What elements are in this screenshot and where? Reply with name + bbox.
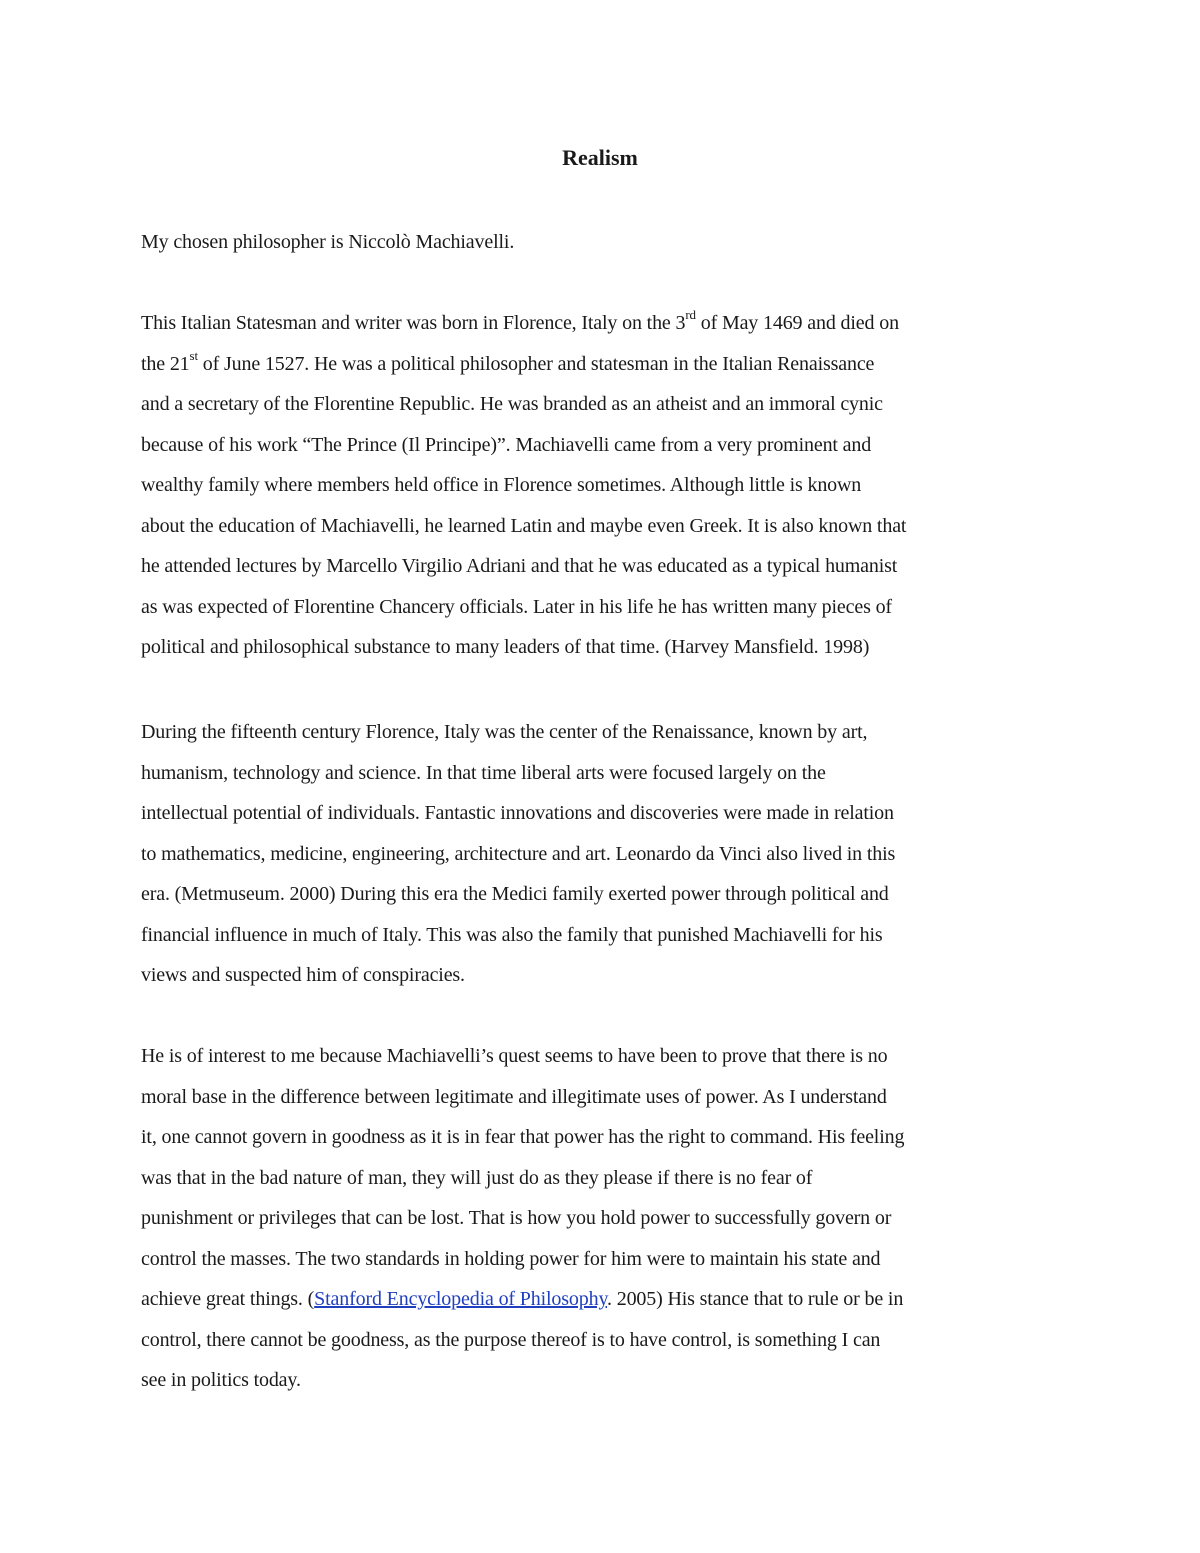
interest-line-7-text-a: achieve great things. ( xyxy=(141,1288,315,1310)
bio-line-9: political and philosophical substance to many leaders of that time. (Harvey Mansfield. 1998) xyxy=(141,636,870,658)
stanford-encyclopedia-link[interactable]: Stanford Encyclopedia of Philosophy xyxy=(314,1288,608,1310)
bio-line-6: about the education of Machiavelli, he learned Latin and maybe even Greek. It is also known that xyxy=(141,514,907,537)
era-line: During the fifteenth century Florence, Italy was the center of the Renaissance, known by art, xyxy=(141,721,868,743)
era-line: financial influence in much of Italy. This was also the family that punished Machiavelli for his xyxy=(141,923,883,946)
interest-line-9: see in politics today. xyxy=(141,1369,301,1391)
era-line: humanism, technology and science. In that time liberal arts were focused largely on the xyxy=(141,761,826,784)
document-title: Realism xyxy=(562,145,638,170)
interest-line-7 xyxy=(141,1279,1071,1320)
bio-line-2-superscript: st xyxy=(189,347,198,363)
interest-line-7-text-b: . 2005) His stance that to rule or be in xyxy=(607,1288,904,1310)
interest-line-4: was that in the bad nature of man, they will just do as they please if there is no fear of xyxy=(141,1166,813,1189)
interest-line-5: punishment or privileges that can be lost. That is how you hold power to successfully govern or xyxy=(141,1207,892,1229)
bio-line-1-superscript: rd xyxy=(685,307,696,323)
bio-line-4: because of his work “The Prince (Il Principe)”. Machiavelli came from a very prominent and xyxy=(141,433,872,456)
intro-paragraph xyxy=(141,222,1071,263)
interest-line-2: moral base in the difference between legitimate and illegitimate uses of power. As I understand xyxy=(141,1085,887,1108)
interest-line-6: control the masses. The two standards in holding power for him were to maintain his state and xyxy=(141,1247,881,1270)
bio-line-5: wealthy family where members held office in Florence sometimes. Although little is known xyxy=(141,474,862,496)
era-line: views and suspected him of conspiracies. xyxy=(141,964,465,986)
biography-paragraph xyxy=(141,303,1071,668)
bio-line-1-text-b: of May 1469 and died on xyxy=(695,312,899,334)
bio-line-7: he attended lectures by Marcello Virgilio Adriani and that he was educated as a typical humanist xyxy=(141,555,898,577)
bio-line-8: as was expected of Florentine Chancery officials. Later in his life he has written many pieces of xyxy=(141,595,892,618)
era-line: to mathematics, medicine, engineering, architecture and art. Leonardo da Vinci also lived in this xyxy=(141,842,896,865)
intro-line: My chosen philosopher is Niccolò Machiavelli. xyxy=(141,231,515,253)
interest-line-1: He is of interest to me because Machiavelli’s quest seems to have been to prove that there is no xyxy=(141,1045,888,1067)
era-line: era. (Metmuseum. 2000) During this era the Medici family exerted power through political and xyxy=(141,883,889,905)
era-paragraph xyxy=(141,712,1071,996)
interest-line-8: control, there cannot be goodness, as the purpose thereof is to have control, is something I can xyxy=(141,1328,881,1351)
era-line: intellectual potential of individuals. Fantastic innovations and discoveries were made in relation xyxy=(141,802,894,824)
interest-line-3: it, one cannot govern in goodness as it is in fear that power has the right to command. His feeling xyxy=(141,1126,905,1148)
bio-line-1 xyxy=(141,303,1071,344)
bio-line-2-text-a: the 21 xyxy=(141,352,190,375)
bio-line-3: and a secretary of the Florentine Republic. He was branded as an atheist and an immoral cynic xyxy=(141,393,883,415)
bio-line-1-text-a: This Italian Statesman and writer was born in Florence, Italy on the 3 xyxy=(141,312,686,334)
interest-paragraph xyxy=(141,1036,1071,1401)
bio-line-2 xyxy=(141,344,1071,385)
bio-line-2-text-b: of June 1527. He was a political philosopher and statesman in the Italian Renaissance xyxy=(197,352,875,375)
